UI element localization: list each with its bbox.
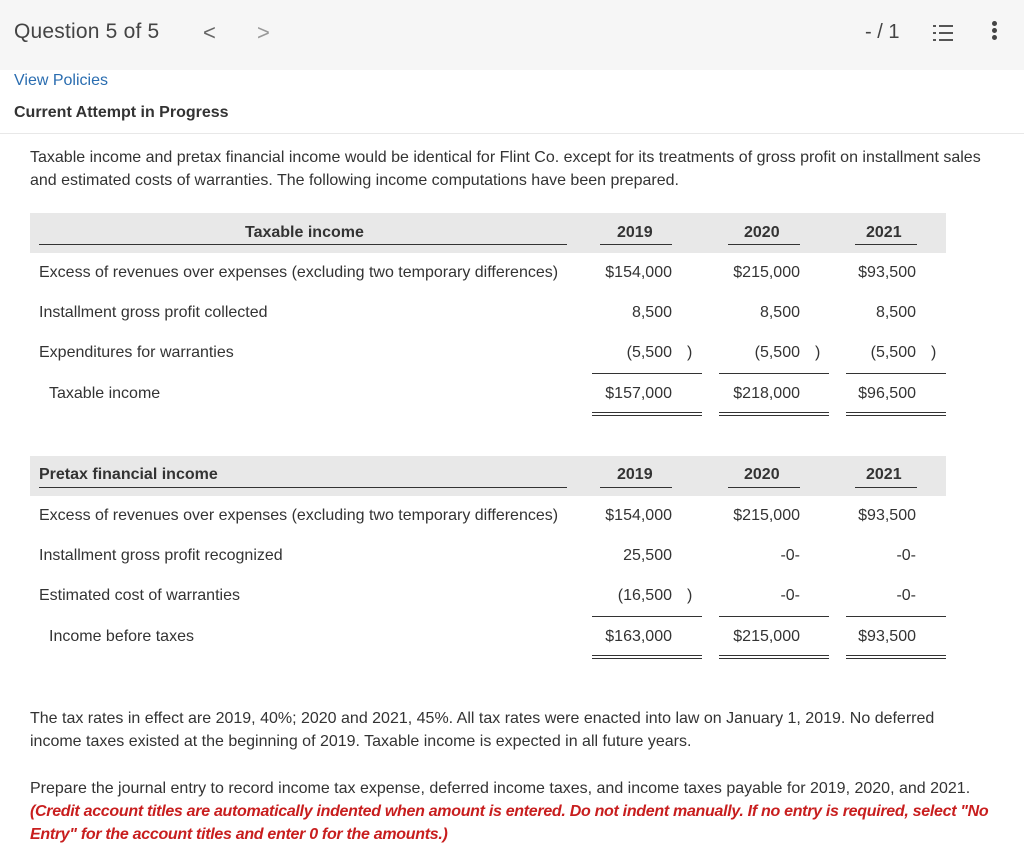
row-label: Installment gross profit recognized xyxy=(39,547,283,564)
instruction-main: Prepare the journal entry to record income tax expense, deferred income taxes, and income taxes payable for 2019, 2020, and 2021. xyxy=(30,780,971,797)
divider xyxy=(0,133,1024,134)
next-question-button[interactable]: > xyxy=(257,20,270,45)
table-cell: $93,500 xyxy=(858,264,916,281)
table-header-row xyxy=(30,213,946,253)
row-label: Taxable income xyxy=(49,385,161,402)
table-cell: (16,500 xyxy=(617,587,672,604)
table-cell: $93,500 xyxy=(858,507,916,524)
row-label: Excess of revenues over expenses (excluding two temporary differences) xyxy=(39,507,559,524)
question-title: Question 5 of 5 xyxy=(14,20,160,43)
problem-intro-text: Taxable income and pretax financial income would be identical for Flint Co. except for its treatments of gross profit on installment sales and estimated costs of warranties. The following income computations have been prepared. xyxy=(30,149,981,189)
year-header: 2019 xyxy=(617,224,653,241)
row-label: Expenditures for warranties xyxy=(39,344,234,361)
table-title: Taxable income xyxy=(245,224,364,241)
table-cell: $215,000 xyxy=(733,264,800,281)
table-cell: 8,500 xyxy=(759,304,800,321)
table-cell: $163,000 xyxy=(605,628,672,645)
score-display: - / 1 xyxy=(865,21,900,43)
table-cell: 25,500 xyxy=(623,547,672,564)
table-cell: -0- xyxy=(896,547,916,564)
table-cell: (5,500 xyxy=(754,344,800,361)
table-cell: (5,500 xyxy=(870,344,916,361)
table-title: Pretax financial income xyxy=(39,466,218,483)
table-cell: -0- xyxy=(896,587,916,604)
instruction-text xyxy=(30,777,1000,846)
tax-rates-text: The tax rates in effect are 2019, 40%; 2020 and 2021, 45%. All tax rates were enacted into law on January 1, 2019. No deferred income taxes existed at the beginning of 2019. Taxable income is expected in all future years. xyxy=(30,710,935,750)
year-header: 2021 xyxy=(866,466,902,483)
year-header: 2020 xyxy=(744,224,780,241)
year-header: 2021 xyxy=(866,224,902,241)
table-cell: -0- xyxy=(780,587,800,604)
table-cell: $154,000 xyxy=(605,264,672,281)
row-label: Installment gross profit collected xyxy=(39,304,268,321)
table-cell: $218,000 xyxy=(733,385,800,402)
closing-paren: ) xyxy=(687,344,693,361)
view-policies-link[interactable]: View Policies xyxy=(14,72,108,89)
closing-paren: ) xyxy=(687,587,693,604)
previous-question-button[interactable]: < xyxy=(203,20,216,45)
table-cell: $215,000 xyxy=(733,628,800,645)
year-header: 2019 xyxy=(617,466,653,483)
table-cell: $154,000 xyxy=(605,507,672,524)
row-label: Income before taxes xyxy=(49,628,194,645)
table-cell: $157,000 xyxy=(605,385,672,402)
table-cell: (5,500 xyxy=(626,344,672,361)
table-cell: 8,500 xyxy=(875,304,916,321)
table-cell: $93,500 xyxy=(858,628,916,645)
closing-paren: ) xyxy=(815,344,821,361)
table-cell: -0- xyxy=(780,547,800,564)
question-header-bar xyxy=(0,0,1024,70)
row-label: Estimated cost of warranties xyxy=(39,587,240,604)
question-list-icon[interactable] xyxy=(932,22,954,44)
table-cell: $215,000 xyxy=(733,507,800,524)
year-header: 2020 xyxy=(744,466,780,483)
row-label: Excess of revenues over expenses (excluding two temporary differences) xyxy=(39,264,559,281)
more-options-icon[interactable] xyxy=(990,21,998,45)
closing-paren: ) xyxy=(931,344,937,361)
attempt-status: Current Attempt in Progress xyxy=(14,104,229,121)
table-cell: 8,500 xyxy=(631,304,672,321)
instruction-note: (Credit account titles are automatically indented when amount is entered. Do not indent manually. If no entry is required, select "No Entry" for the account titles and enter 0 for the amounts.) xyxy=(30,803,989,843)
table-cell: $96,500 xyxy=(858,385,916,402)
